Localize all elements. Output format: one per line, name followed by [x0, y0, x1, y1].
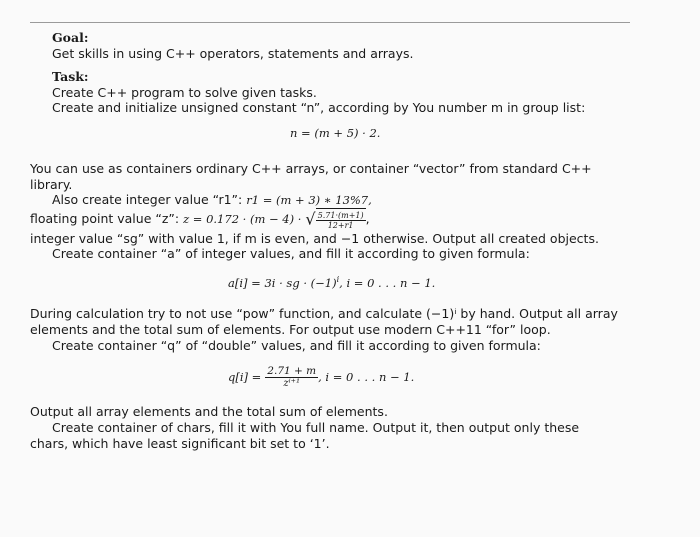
- formula-n: n = (m + 5) · 2.: [290, 126, 381, 140]
- containers-line-1: You can use as containers ordinary C++ arrays, or container “vector” from standard C++: [30, 161, 592, 176]
- goal-heading: Goal:: [52, 30, 89, 45]
- sg-line: integer value “sg” with value 1, if m is even, and −1 otherwise. Output all created objects.: [30, 231, 599, 246]
- formula-a-exponent: i: [336, 275, 340, 284]
- formula-q-fraction: [265, 365, 318, 390]
- chars-line-2: chars, which have least significant bit set to ‘1’.: [30, 436, 330, 451]
- pow-line-1: During calculation try to not use “pow” function, and calculate (−1)ⁱ by hand. Output all array: [30, 306, 618, 321]
- output-line: Output all array elements and the total sum of elements.: [30, 404, 388, 419]
- formula-q-den: zⁱ⁺¹: [265, 377, 318, 390]
- chars-line-1: Create container of chars, fill it with You full name. Output it, then output only these: [52, 420, 580, 435]
- sqrt-icon: √: [305, 209, 316, 229]
- z-line: [30, 208, 370, 231]
- task-line-2: Create and initialize unsigned constant “n”, according by You number m in group list:: [52, 100, 586, 115]
- formula-q-num: 2.71 + m: [267, 365, 317, 377]
- formula-a-body: a[i] = 3i · sg · (−1): [228, 275, 337, 290]
- formula-q-range: , i = 0 . . . n − 1.: [318, 370, 415, 384]
- goal-text: Get skills in using C++ operators, statements and arrays.: [52, 46, 414, 61]
- formula-a-range: , i = 0 . . . n − 1.: [339, 275, 436, 290]
- formula-a: [228, 272, 435, 291]
- container-q-line: Create container “q” of “double” values, and fill it according to given formula:: [52, 338, 541, 353]
- z-fraction: [316, 211, 366, 230]
- formula-q: [228, 364, 414, 390]
- z-frac-num: 5.71·(m+1): [317, 211, 364, 220]
- formula-q-lhs: q[i] =: [228, 370, 262, 384]
- z-text: floating point value “z”:: [30, 211, 180, 226]
- r1-formula: r1 = (m + 3) ∗ 13%7,: [246, 193, 372, 207]
- r1-line: [52, 192, 372, 208]
- containers-line-2: library.: [30, 177, 73, 192]
- z-formula-prefix: z = 0.172 · (m − 4) ·: [183, 212, 302, 226]
- z-suffix: ,: [365, 211, 370, 226]
- pow-line-2: elements and the total sum of elements. For output use modern C++11 “for” loop.: [30, 322, 551, 337]
- z-frac-den: 12+r1: [316, 220, 366, 230]
- task-line-1: Create C++ program to solve given tasks.: [52, 85, 317, 100]
- z-sqrt: [305, 208, 365, 231]
- container-a-line: Create container “a” of integer values, and fill it according to given formula:: [52, 246, 530, 261]
- task-heading: Task:: [52, 69, 89, 84]
- r1-text: Also create integer value “r1”:: [52, 192, 243, 207]
